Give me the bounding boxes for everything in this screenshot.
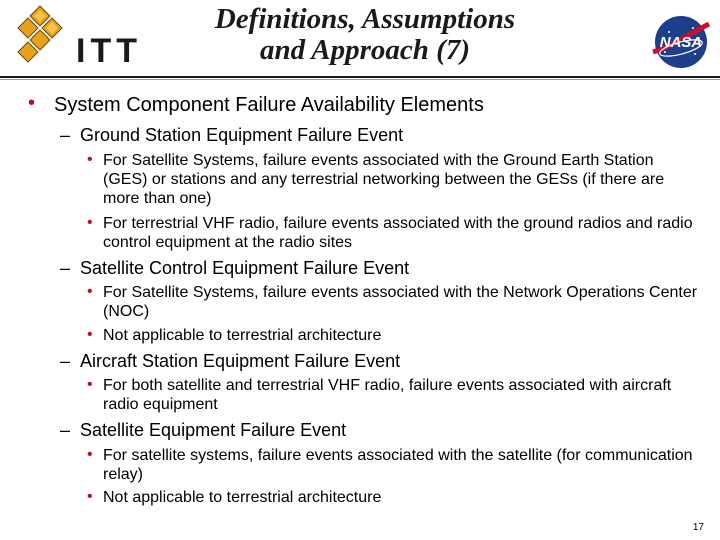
main-heading-text: System Component Failure Availability Elements xyxy=(54,94,484,116)
level3-bullet: • xyxy=(87,326,93,343)
page-number: 17 xyxy=(692,522,704,533)
section-title-text: Ground Station Equipment Failure Event xyxy=(80,125,404,145)
slide-title: Definitions, Assumptions and Approach (7) xyxy=(214,3,516,66)
list-item xyxy=(87,283,699,321)
itt-logo-text: ITT xyxy=(76,32,142,70)
list-item-text: For both satellite and terrestrial VHF radio, failure events associated with aircraft radio equipment xyxy=(103,377,672,413)
list-item-text: Not applicable to terrestrial architecture xyxy=(103,327,382,344)
list-item-text: For Satellite Systems, failure events associated with the Network Operations Center (NOC) xyxy=(103,284,698,320)
list-item-text: For satellite systems, failure events associated with the satellite (for communication relay) xyxy=(103,447,693,483)
itt-logo xyxy=(14,4,154,68)
level2-dash: – xyxy=(60,125,71,145)
level2-dash: – xyxy=(60,258,71,278)
itt-diamond-logo-icon xyxy=(14,4,66,66)
list-item-text: For Satellite Systems, failure events associated with the Ground Earth Station (GES) or stations and any terrestrial networking between the GESs (if there are more than one) xyxy=(103,152,665,207)
list-item xyxy=(87,214,699,252)
nasa-logo-text: NASA xyxy=(659,34,703,51)
level3-bullet: • xyxy=(87,446,93,463)
nasa-logo xyxy=(649,8,713,72)
list-item xyxy=(87,376,699,414)
section-title-text: Aircraft Station Equipment Failure Event xyxy=(80,351,401,371)
header-divider xyxy=(0,76,720,78)
section-title-text: Satellite Equipment Failure Event xyxy=(80,420,347,440)
list-item xyxy=(87,326,699,345)
section-title-text: Satellite Control Equipment Failure Event xyxy=(80,258,410,278)
level1-bullet: • xyxy=(28,92,36,114)
nasa-meatball-logo-icon xyxy=(649,8,713,72)
list-item xyxy=(87,488,699,507)
level3-bullet: • xyxy=(87,376,93,393)
level3-bullet: • xyxy=(87,488,93,505)
list-item xyxy=(87,446,699,484)
level3-bullet: • xyxy=(87,151,93,168)
level2-dash: – xyxy=(60,351,71,371)
header-divider-shadow xyxy=(0,79,720,80)
level3-bullet: • xyxy=(87,214,93,231)
list-item-text: Not applicable to terrestrial architecture xyxy=(103,489,382,506)
list-item-text: For terrestrial VHF radio, failure events associated with the ground radios and radio control equipment at the radio sites xyxy=(103,215,693,251)
list-item xyxy=(87,151,699,208)
level3-bullet: • xyxy=(87,283,93,300)
level2-dash: – xyxy=(60,420,71,440)
